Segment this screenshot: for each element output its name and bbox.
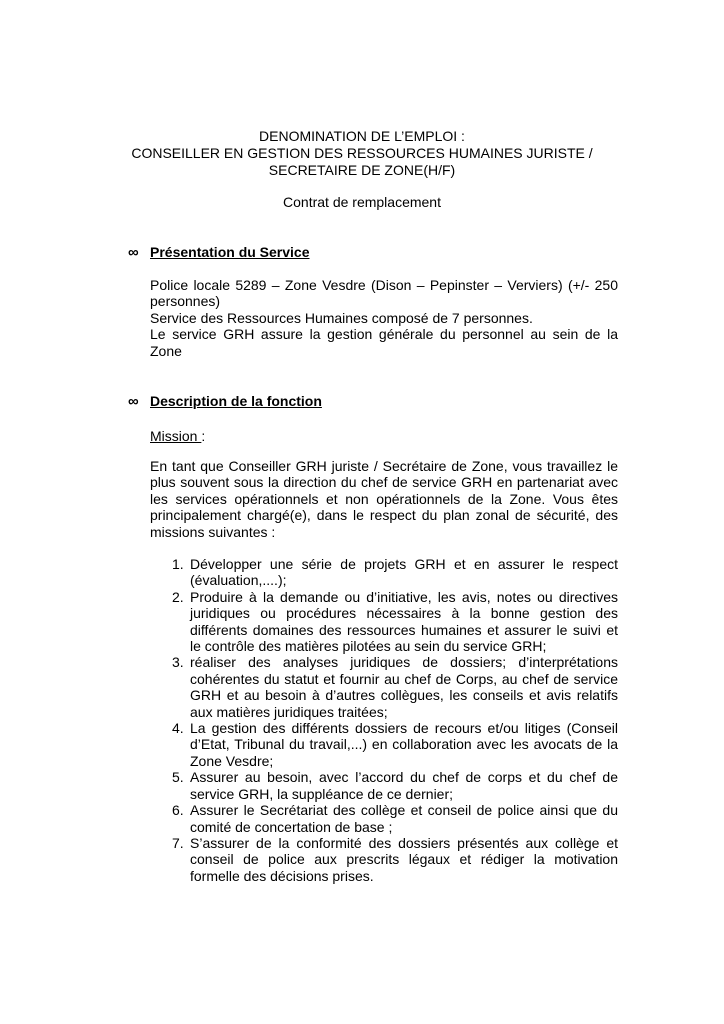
mission-number: 7. <box>172 834 184 851</box>
presentation-line: Le service GRH assure la gestion générale du personnel au sein de la <box>150 326 618 343</box>
mission-text: La gestion des différents dossiers de recours et/ou litiges (Conseil d’Etat, Tribunal du travail,...) en collaboration avec les avocats de la Zone Vesdre; <box>190 720 618 769</box>
mission-number: 1. <box>172 556 184 572</box>
presentation-heading: Présentation du Service <box>150 244 310 260</box>
mission-item <box>172 835 618 884</box>
description-heading: Description de la fonction <box>150 393 322 409</box>
presentation-line: Zone <box>150 342 182 359</box>
mission-text: Développer une série de projets GRH et en assurer le respect (évaluation,....); <box>190 556 618 589</box>
description-intro: En tant que Conseiller GRH juriste / Secrétaire de Zone, vous travaillez le plus souvent sous la direction du chef de service GRH en partenariat avec les services opérationnels et non opérationnels de la Zone. Vous êtes principalement chargé(e), dans le respect du plan zonal de sécurité, des missions suivantes : <box>150 458 618 540</box>
title-line: SECRETAIRE DE ZONE(H/F) <box>268 162 456 178</box>
mission-label-text: Mission <box>150 428 202 444</box>
mission-item <box>172 802 618 835</box>
mission-item <box>172 556 618 589</box>
mission-text: Assurer au besoin, avec l’accord du chef de corps et du chef de service GRH, la suppléance de ce dernier; <box>190 769 618 802</box>
mission-text: S’assurer de la conformité des dossiers présentés aux collège et conseil de police aux prescrits légaux et rédiger la motivation formelle des décisions prises. <box>190 834 618 884</box>
mission-item <box>172 654 618 720</box>
title-line: DENOMINATION DE L’EMPLOI : <box>259 128 465 144</box>
contract-type: Contrat de remplacement <box>283 194 441 210</box>
presentation-line: Police locale 5289 – Zone Vesdre (Dison – Pepinster – Verviers) (+/- 250 <box>150 277 618 293</box>
mission-number: 5. <box>172 769 184 786</box>
mission-text: Assurer le Secrétariat des collège et conseil de police ainsi que du comité de concertation de base ; <box>190 802 618 835</box>
mission-item <box>172 589 618 655</box>
infinity-bullet-icon: ∞ <box>128 244 139 261</box>
title-line: CONSEILLER EN GESTION DES RESSOURCES HUMAINES JURISTE / <box>131 145 593 161</box>
mission-number: 6. <box>172 802 184 819</box>
mission-list <box>172 556 618 884</box>
mission-text: Produire à la demande ou d’initiative, les avis, notes ou directives juridiques ou procédures nécessaires à la bonne gestion des différents domaines des ressources humaines et assurer le suivi et le contrôle des matières pilotées au sein du service GRH; <box>190 588 618 655</box>
presentation-line: personnes) <box>150 293 221 310</box>
presentation-line: Service des Ressources Humaines composé de 7 personnes. <box>150 309 533 326</box>
mission-number: 4. <box>172 720 184 737</box>
mission-text: réaliser des analyses juridiques de dossiers; d’interprétations cohérentes du statut et fournir au chef de Corps, au chef de service GRH et au besoin à d’autres collègues, les conseils et avis relatifs aux matières juridiques traitées; <box>190 654 618 720</box>
mission-item <box>172 720 618 769</box>
presentation-text <box>150 277 618 359</box>
mission-number: 2. <box>172 588 184 605</box>
infinity-bullet-icon: ∞ <box>128 393 139 410</box>
mission-label <box>150 428 205 445</box>
document-title <box>100 128 624 179</box>
mission-colon: : <box>201 428 206 444</box>
mission-item <box>172 769 618 802</box>
mission-number: 3. <box>172 654 184 671</box>
